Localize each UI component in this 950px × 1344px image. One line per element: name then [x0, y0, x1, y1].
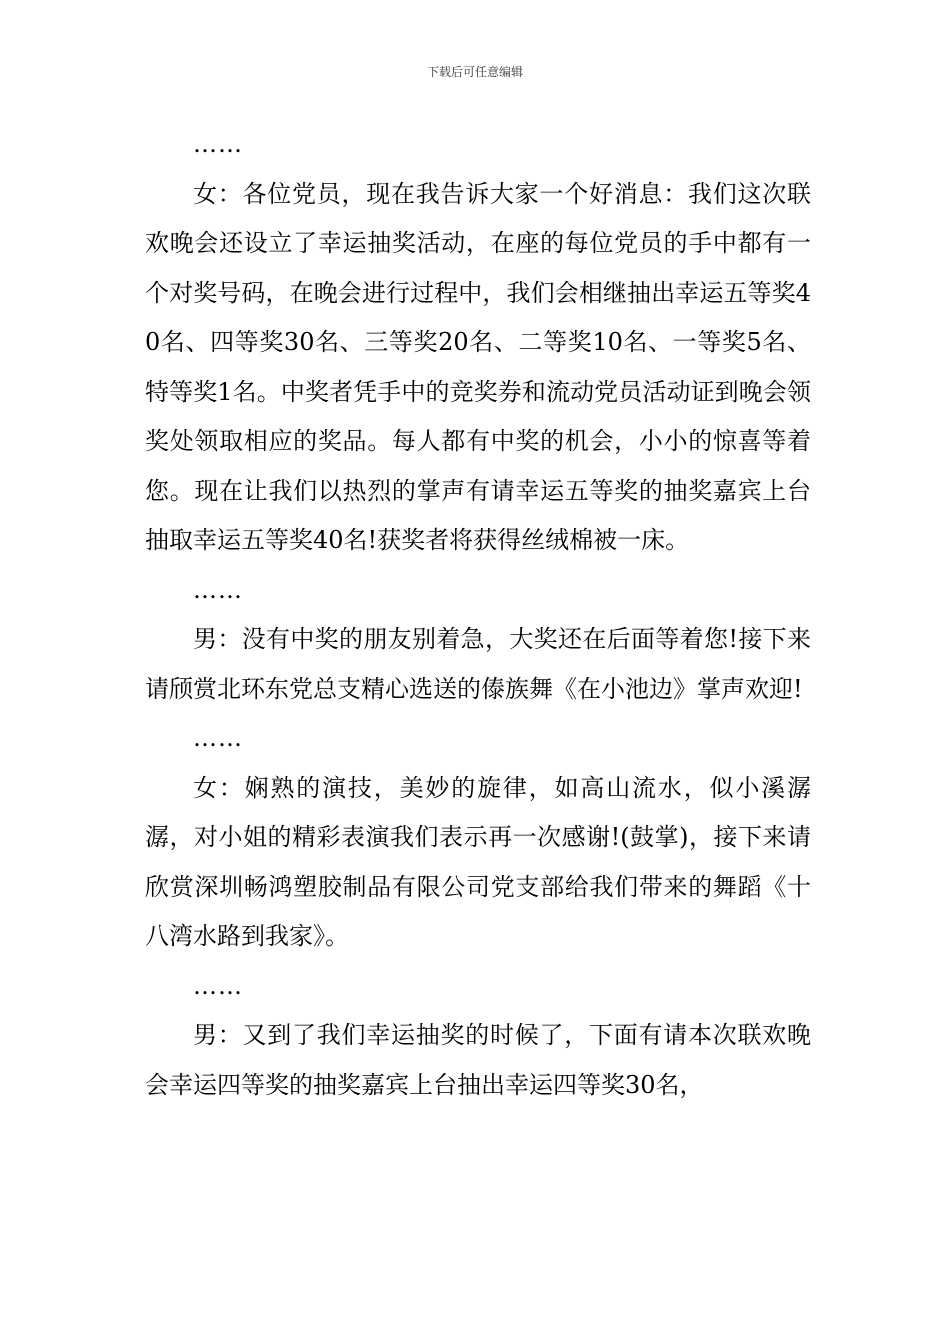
paragraph-female-host-lottery: 女：各位党员，现在我告诉大家一个好消息：我们这次联欢晚会还设立了幸运抽奖活动，在座的每位党员的手中都有一个对奖号码，在晚会进行过程中，我们会相继抽出幸运五等奖40名、四等奖30名、三等奖20名、二等奖10名、一等奖5名、特等奖1名。中奖者凭手中的竞奖券和流动党员活动证到晚会领奖处领取相应的奖品。每人都有中奖的机会，小小的惊喜等着您。现在让我们以热烈的掌声有请幸运五等奖的抽奖嘉宾上台抽取幸运五等奖40名!获奖者将获得丝绒棉被一床。	[145, 179, 811, 554]
ellipsis-separator: ……	[193, 575, 243, 604]
ellipsis-separator: ……	[193, 724, 243, 752]
paragraph-female-host-thanks: 女：娴熟的演技，美妙的旋律，如高山流水，似小溪潺潺，对小姐的精彩表演我们表示再一次感谢!(鼓掌)，接下来请欣赏深圳畅鸿塑胶制品有限公司党支部给我们带来的舞蹈《十八湾水路到我家》。	[145, 773, 811, 950]
ellipsis-separator: ……	[193, 130, 243, 158]
ellipsis-separator: ……	[193, 971, 243, 1000]
paragraph-male-host-fourth-prize: 男：又到了我们幸运抽奖的时候了，下面有请本次联欢晚会幸运四等奖的抽奖嘉宾上台抽出幸运四等奖30名，	[145, 1021, 811, 1099]
document-body	[145, 120, 811, 1110]
paragraph-male-host-dance: 男：没有中奖的朋友别着急，大奖还在后面等着您!接下来请颀赏北环东党总支精心选送的傣族舞《在小池边》掌声欢迎!	[145, 625, 811, 703]
page-header-note: 下载后可任意编辑	[426, 65, 523, 79]
